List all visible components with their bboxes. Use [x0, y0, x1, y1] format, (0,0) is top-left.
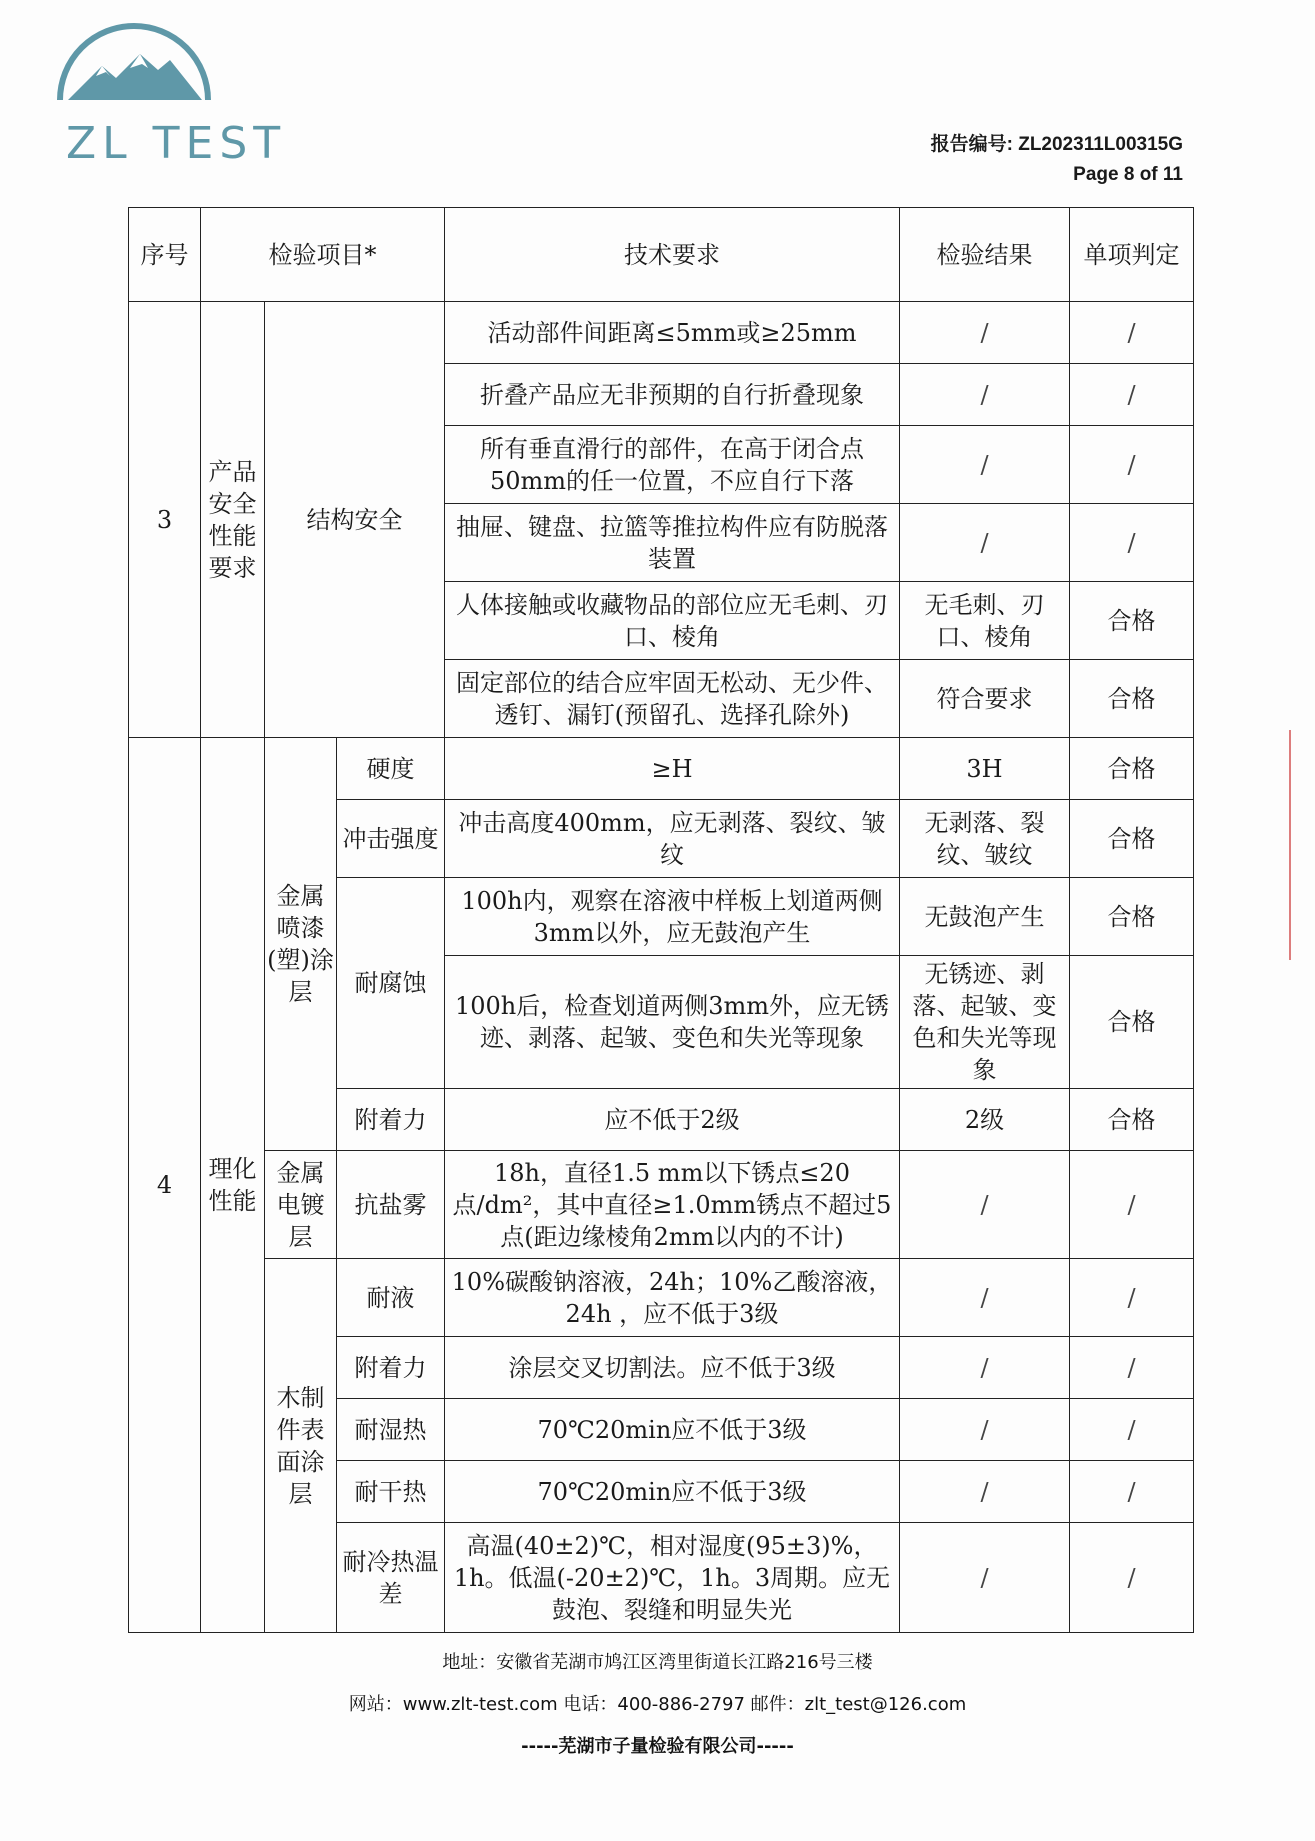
- req-cell: 应不低于2级: [445, 1089, 900, 1151]
- report-number: 报告编号: ZL202311L00315G: [930, 134, 1183, 155]
- req-cell: 折叠产品应无非预期的自行折叠现象: [445, 364, 900, 426]
- result-cell: 2级: [900, 1089, 1070, 1151]
- result-cell: /: [900, 426, 1070, 504]
- table-row: [129, 738, 1194, 800]
- result-cell: /: [900, 364, 1070, 426]
- item-cell: 耐冷热温差: [337, 1523, 445, 1633]
- judge-cell: 合格: [1070, 800, 1194, 878]
- result-cell: /: [900, 1337, 1070, 1399]
- footer-company: -----芜湖市子量检验有限公司-----: [521, 1736, 794, 1757]
- judge-cell: /: [1070, 426, 1194, 504]
- judge-cell: /: [1070, 1523, 1194, 1633]
- result-cell: /: [900, 504, 1070, 582]
- table-header-row: [129, 208, 1194, 302]
- req-cell: 冲击高度400mm，应无剥落、裂纹、皱纹: [445, 800, 900, 878]
- result-cell: 无毛刺、刃口、棱角: [900, 582, 1070, 660]
- req-cell: 70℃20min应不低于3级: [445, 1461, 900, 1523]
- result-cell: 无鼓泡产生: [900, 878, 1070, 956]
- item-cell: 附着力: [337, 1337, 445, 1399]
- header-item: 检验项目*: [201, 208, 445, 302]
- result-cell: 无锈迹、剥落、起皱、变色和失光等现象: [900, 956, 1070, 1089]
- category-cell: 理化性能: [201, 738, 265, 1633]
- judge-cell: 合格: [1070, 738, 1194, 800]
- req-cell: 涂层交叉切割法。应不低于3级: [445, 1337, 900, 1399]
- result-cell: 无剥落、裂纹、皱纹: [900, 800, 1070, 878]
- req-cell: 18h，直径1.5 mm以下锈点≤20点/dm²，其中直径≥1.0mm锈点不超过5点(距边缘棱角2mm以内的不计): [445, 1151, 900, 1259]
- logo-text: ZL TEST: [66, 118, 287, 169]
- section-no: 4: [129, 738, 201, 1633]
- report-header: [931, 130, 1183, 190]
- item-cell: 冲击强度: [337, 800, 445, 878]
- subcategory-cell: 结构安全: [265, 302, 445, 738]
- section-no: 3: [129, 302, 201, 738]
- req-cell: 所有垂直滑行的部件，在高于闭合点50mm的任一位置，不应自行下落: [445, 426, 900, 504]
- judge-cell: /: [1070, 1259, 1194, 1337]
- item-cell: 耐液: [337, 1259, 445, 1337]
- category-cell: 产品安全性能要求: [201, 302, 265, 738]
- req-cell: 10%碳酸钠溶液，24h；10%乙酸溶液，24h ，应不低于3级: [445, 1259, 900, 1337]
- req-cell: ≥H: [445, 738, 900, 800]
- table-row: [129, 302, 1194, 364]
- subcategory-cell: 金属电镀层: [265, 1151, 337, 1259]
- judge-cell: 合格: [1070, 660, 1194, 738]
- item-cell: 耐湿热: [337, 1399, 445, 1461]
- result-cell: 3H: [900, 738, 1070, 800]
- item-cell: 耐腐蚀: [337, 878, 445, 1089]
- header-req: 技术要求: [445, 208, 900, 302]
- footer-contact: 网站：www.zlt-test.com 电话：400-886-2797 邮件：zlt_test@126.com: [348, 1694, 967, 1715]
- mountain-icon: [30, 18, 230, 118]
- item-cell: 耐干热: [337, 1461, 445, 1523]
- req-cell: 人体接触或收藏物品的部位应无毛刺、刃口、棱角: [445, 582, 900, 660]
- judge-cell: /: [1070, 504, 1194, 582]
- result-cell: /: [900, 1259, 1070, 1337]
- inspection-table: [128, 207, 1194, 1633]
- judge-cell: /: [1070, 364, 1194, 426]
- table-row: [129, 1151, 1194, 1259]
- judge-cell: /: [1070, 1151, 1194, 1259]
- req-cell: 固定部位的结合应牢固无松动、无少件、透钉、漏钉(预留孔、选择孔除外): [445, 660, 900, 738]
- page-number: Page 8 of 11: [1073, 164, 1183, 185]
- company-logo: [30, 18, 287, 169]
- judge-cell: 合格: [1070, 1089, 1194, 1151]
- footer-address: 地址：安徽省芜湖市鸠江区湾里街道长江路216号三楼: [442, 1652, 873, 1673]
- result-cell: /: [900, 302, 1070, 364]
- judge-cell: /: [1070, 1461, 1194, 1523]
- req-cell: 100h后，检查划道两侧3mm外，应无锈迹、剥落、起皱、变色和失光等现象: [445, 956, 900, 1089]
- judge-cell: 合格: [1070, 878, 1194, 956]
- judge-cell: 合格: [1070, 956, 1194, 1089]
- seal-stamp-edge: [1289, 730, 1315, 960]
- subcategory-cell: 木制件表面涂层: [265, 1259, 337, 1633]
- req-cell: 高温(40±2)℃，相对湿度(95±3)%，1h。低温(-20±2)℃，1h。3周期。应无鼓泡、裂缝和明显失光: [445, 1523, 900, 1633]
- judge-cell: /: [1070, 1399, 1194, 1461]
- item-cell: 抗盐雾: [337, 1151, 445, 1259]
- req-cell: 100h内，观察在溶液中样板上划道两侧3mm以外，应无鼓泡产生: [445, 878, 900, 956]
- req-cell: 70℃20min应不低于3级: [445, 1399, 900, 1461]
- header-judge: 单项判定: [1070, 208, 1194, 302]
- item-cell: 硬度: [337, 738, 445, 800]
- result-cell: 符合要求: [900, 660, 1070, 738]
- result-cell: /: [900, 1151, 1070, 1259]
- result-cell: /: [900, 1399, 1070, 1461]
- item-cell: 附着力: [337, 1089, 445, 1151]
- req-cell: 活动部件间距离≤5mm或≥25mm: [445, 302, 900, 364]
- header-result: 检验结果: [900, 208, 1070, 302]
- judge-cell: 合格: [1070, 582, 1194, 660]
- judge-cell: /: [1070, 302, 1194, 364]
- judge-cell: /: [1070, 1337, 1194, 1399]
- result-cell: /: [900, 1523, 1070, 1633]
- req-cell: 抽屉、键盘、拉篮等推拉构件应有防脱落装置: [445, 504, 900, 582]
- header-no: 序号: [129, 208, 201, 302]
- subcategory-cell: 金属喷漆(塑)涂层: [265, 738, 337, 1151]
- result-cell: /: [900, 1461, 1070, 1523]
- table-row: [129, 1259, 1194, 1337]
